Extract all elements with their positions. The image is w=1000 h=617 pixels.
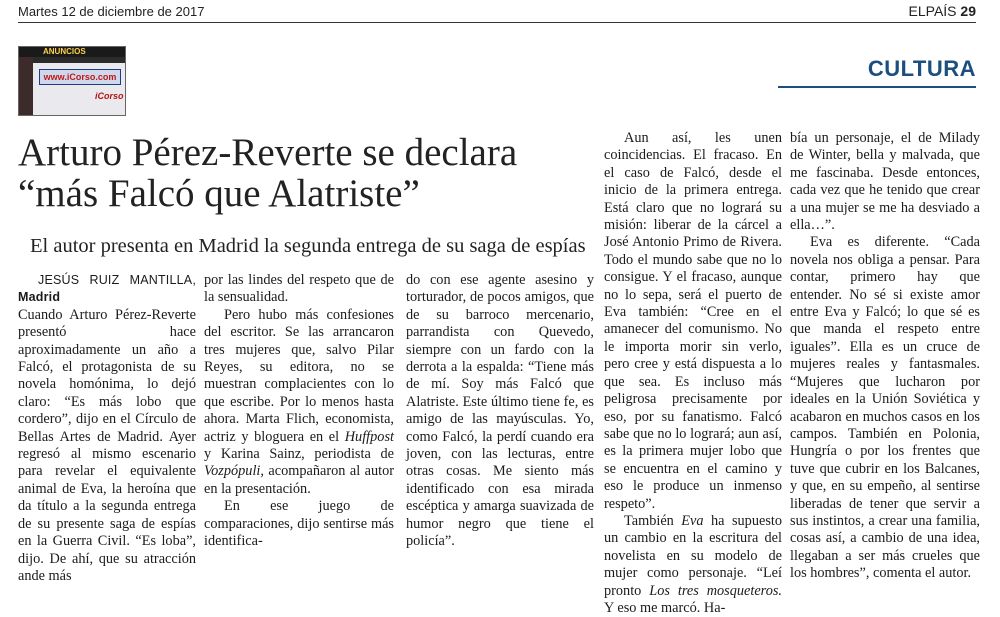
paragraph: do con ese agente asesino y torturador, de pocos amigos, que de su barroco mercenario, parrandista con Quevedo, siempre con un fardo con la derrota a la espalda: “Tiene más de mí. Soy más Falcó que Alatriste. Este último tiene fe, es amigo de las mayúsculas. Yo, como Falcó, la perdí cuando era joven, con las lecturas, entre otras cosas. Me siento más identificado con esa mirada escéptica y amarga suavizada de humor negro que tiene el policía”. xyxy=(406,272,594,550)
subheadline: El autor presenta en Madrid la segunda entrega de su saga de espías xyxy=(30,235,586,257)
paragraph: bía un personaje, el de Milady de Winter, bella y malvada, que me fascinaba. Desde entonces, cada vez que he tenido que crear a una mujer se me ha desviado a ella…”. xyxy=(790,130,980,234)
top-rule xyxy=(18,22,976,23)
byline-author: JESÚS RUIZ MANTILLA, xyxy=(38,273,196,287)
byline xyxy=(18,272,196,307)
article-column-1 xyxy=(18,272,196,585)
byline-place: Madrid xyxy=(18,290,61,305)
italic-run: Eva xyxy=(681,512,704,529)
article-column-4 xyxy=(604,130,782,617)
banner-top-text: ANUNCIOS xyxy=(43,47,86,56)
page-date: Martes 12 de diciembre de 2017 xyxy=(18,4,205,19)
headline-line-1: Arturo Pérez-Reverte se declara xyxy=(18,131,518,174)
text-run: acompañaron al autor en la presentación. xyxy=(204,463,394,497)
banner-top-strip xyxy=(19,47,125,57)
paragraph xyxy=(204,307,394,498)
ad-banner[interactable] xyxy=(18,46,126,116)
banner-side-image xyxy=(19,57,33,115)
article-column-2 xyxy=(204,272,394,551)
page-number: 29 xyxy=(960,3,976,19)
paragraph: Eva es diferente. “Cada novela nos obliga a pensar. Para contar, primero hay que entender. No sé si existe amor entre Eva y Falcó; lo que sé es que manda el respeto entre iguales”. Ella es un cruce de mujeres reales y fantasmales. “Mujeres que lucharon por ideales en la Unión Soviética y acabaron en muchos casos en los campos. También en Polonia, Hungría o por los frentes que tuve que cubrir en los Balcanes, y que, en su empeño, al sentirse liberadas de tener que servir a sus instintos, a crear una familia, cosas así, a cambio de una idea, llegaban a ser más crueles que los hombres”, comenta el autor. xyxy=(790,234,980,582)
headline-line-2: “más Falcó que Alatriste” xyxy=(18,172,420,215)
paragraph: Aun así, les unen coincidencias. El fracaso. En el caso de Falcó, desde el inicio de la primera entrega. Está claro que no logrará su misión: liberar de la cárcel a José Antonio Primo de Rivera. Todo el mundo sabe que no lo consigue. Y el fracaso, aunque no lo sepa, será el puerto de Eva también: “Cree en el amanecer del comunismo. No le importa morir sin verlo, pero cree y está dispuesta a lo que sea. Es incluso más peligrosa precisamente por eso, por su fanatismo. Falcó sabe que no lo logrará; aun así, es la primera mujer lobo que se encuentra en el camino y eso le produce un inmenso respeto”. xyxy=(604,130,782,512)
text-run: Y eso me marcó. Ha- xyxy=(604,599,726,616)
italic-run: Vozpópuli, xyxy=(204,463,264,480)
italic-run: Los tres mosqueteros. xyxy=(649,582,783,599)
text-run: y Karina Sainz, periodista de xyxy=(204,446,394,463)
article-column-5 xyxy=(790,130,980,583)
text-run: También xyxy=(624,512,682,529)
section-rule xyxy=(778,86,976,88)
article-column-3 xyxy=(406,272,594,551)
masthead xyxy=(909,3,976,19)
paragraph: por las lindes del respeto que de la sensualidad. xyxy=(204,272,394,306)
text-run: Pero hubo más confesiones del escritor. Se las arrancaron tres mujeres que, salvo Pilar Reyes, su editora, no se muestran complacientes con lo que escribe. Por lo menos hasta ahora. Marta Flich, economista, actriz y bloguera en el xyxy=(204,306,394,445)
paragraph: Cuando Arturo Pérez-Reverte presentó hace aproximadamente un año a Falcó, el protagonista de su novela homónima, lo dejó claro: “Es más lobo que cordero”, dijo en el Círculo de Bellas Artes de Madrid. Ayer regresó al mismo escenario para revelar el equivalente animal de Eva, la heroína que da título a la segunda entrega de su presente saga de espías en la Guerra Civil. “Es loba”, dijo. De ahí, que su atracción ande más xyxy=(18,306,196,584)
section-label: CULTURA xyxy=(867,56,976,81)
banner-logo: iCorso xyxy=(95,91,124,101)
italic-run: Huffpost xyxy=(344,428,394,445)
paragraph: En ese juego de comparaciones, dijo sentirse más identifica- xyxy=(204,498,394,550)
publication-name: ELPAÍS xyxy=(908,3,957,19)
paragraph xyxy=(604,513,782,617)
text-run: ha supuesto un cambio en la escritura del novelista en su modelo de mujer como personaje. “Leí pronto xyxy=(604,512,783,599)
banner-url[interactable]: www.iCorso.com xyxy=(39,69,121,85)
